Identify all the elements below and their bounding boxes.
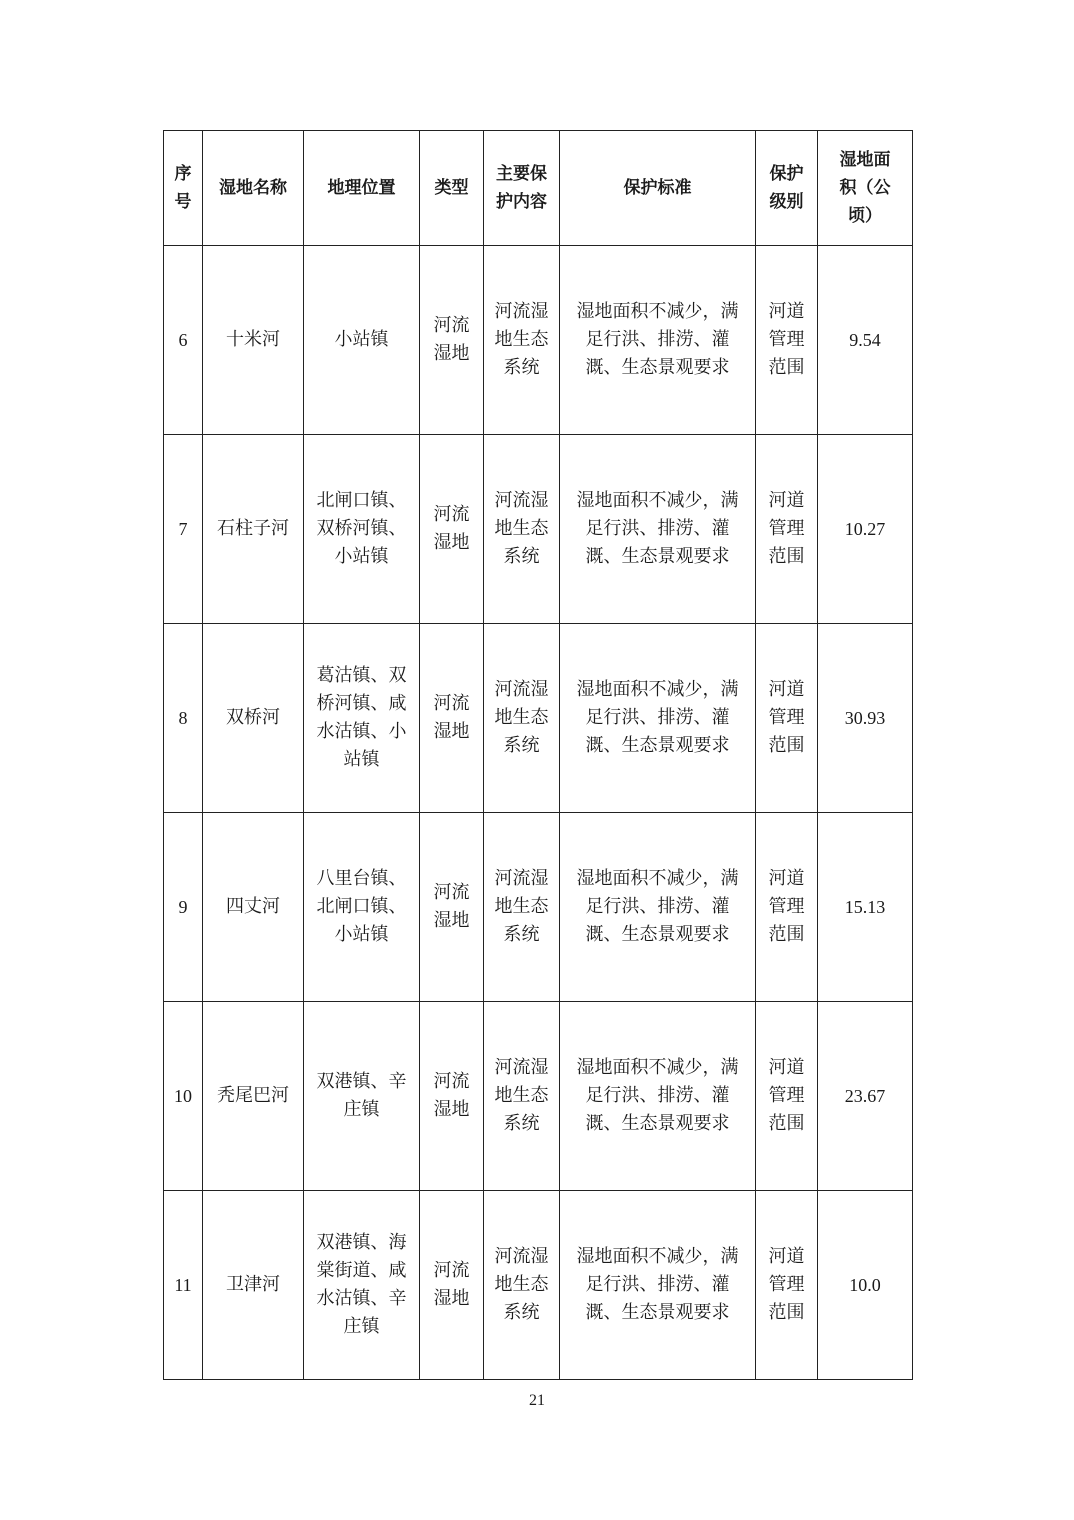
location-cell: 葛沽镇、双桥河镇、咸水沽镇、小站镇	[304, 624, 420, 813]
location-cell: 八里台镇、北闸口镇、小站镇	[304, 813, 420, 1002]
header-cell: 类型	[420, 131, 484, 246]
protection-content-cell: 河流湿地生态系统	[484, 435, 560, 624]
row-number-cell: 9	[164, 813, 203, 1002]
protection-content-cell: 河流湿地生态系统	[484, 1002, 560, 1191]
wetland-name-cell: 四丈河	[203, 813, 304, 1002]
page-number: 21	[529, 1392, 545, 1409]
wetland-name-cell: 卫津河	[203, 1191, 304, 1380]
location-cell: 双港镇、海棠街道、咸水沽镇、辛庄镇	[304, 1191, 420, 1380]
wetland-area-cell: 10.0	[818, 1191, 913, 1380]
protection-content-cell: 河流湿地生态系统	[484, 813, 560, 1002]
protection-standard-cell: 湿地面积不减少，满足行洪、排涝、灌溉、生态景观要求	[560, 1191, 756, 1380]
location-cell: 北闸口镇、双桥河镇、小站镇	[304, 435, 420, 624]
wetland-type-cell: 河流湿地	[420, 813, 484, 1002]
wetland-type-cell: 河流湿地	[420, 1191, 484, 1380]
wetland-name-cell: 双桥河	[203, 624, 304, 813]
wetland-name-cell: 石柱子河	[203, 435, 304, 624]
location-cell: 小站镇	[304, 246, 420, 435]
header-cell: 地理位置	[304, 131, 420, 246]
row-number-cell: 8	[164, 624, 203, 813]
header-cell: 保护标准	[560, 131, 756, 246]
location-cell: 双港镇、辛庄镇	[304, 1002, 420, 1191]
wetland-type-cell: 河流湿地	[420, 246, 484, 435]
table-row	[164, 1191, 913, 1380]
protection-level-cell: 河道管理范围	[756, 624, 818, 813]
protection-level-cell: 河道管理范围	[756, 246, 818, 435]
header-cell: 序号	[164, 131, 203, 246]
table-header-row	[164, 131, 913, 246]
protection-level-cell: 河道管理范围	[756, 1002, 818, 1191]
protection-level-cell: 河道管理范围	[756, 1191, 818, 1380]
protection-level-cell: 河道管理范围	[756, 435, 818, 624]
protection-level-cell: 河道管理范围	[756, 813, 818, 1002]
wetland-type-cell: 河流湿地	[420, 435, 484, 624]
wetland-area-cell: 23.67	[818, 1002, 913, 1191]
wetland-type-cell: 河流湿地	[420, 1002, 484, 1191]
protection-standard-cell: 湿地面积不减少，满足行洪、排涝、灌溉、生态景观要求	[560, 246, 756, 435]
header-cell: 湿地名称	[203, 131, 304, 246]
wetland-area-cell: 9.54	[818, 246, 913, 435]
header-cell: 湿地面积（公顷）	[818, 131, 913, 246]
protection-content-cell: 河流湿地生态系统	[484, 624, 560, 813]
protection-standard-cell: 湿地面积不减少，满足行洪、排涝、灌溉、生态景观要求	[560, 813, 756, 1002]
row-number-cell: 7	[164, 435, 203, 624]
protection-content-cell: 河流湿地生态系统	[484, 1191, 560, 1380]
row-number-cell: 6	[164, 246, 203, 435]
header-cell: 保护级别	[756, 131, 818, 246]
table-row	[164, 813, 913, 1002]
wetland-table	[163, 130, 913, 1380]
wetland-area-cell: 15.13	[818, 813, 913, 1002]
wetland-area-cell: 10.27	[818, 435, 913, 624]
wetland-name-cell: 十米河	[203, 246, 304, 435]
wetland-name-cell: 秃尾巴河	[203, 1002, 304, 1191]
table-row	[164, 435, 913, 624]
wetland-area-cell: 30.93	[818, 624, 913, 813]
table-row	[164, 246, 913, 435]
table-row	[164, 1002, 913, 1191]
protection-standard-cell: 湿地面积不减少，满足行洪、排涝、灌溉、生态景观要求	[560, 624, 756, 813]
row-number-cell: 10	[164, 1002, 203, 1191]
wetland-type-cell: 河流湿地	[420, 624, 484, 813]
row-number-cell: 11	[164, 1191, 203, 1380]
header-cell: 主要保护内容	[484, 131, 560, 246]
protection-content-cell: 河流湿地生态系统	[484, 246, 560, 435]
protection-standard-cell: 湿地面积不减少，满足行洪、排涝、灌溉、生态景观要求	[560, 435, 756, 624]
protection-standard-cell: 湿地面积不减少，满足行洪、排涝、灌溉、生态景观要求	[560, 1002, 756, 1191]
table-row	[164, 624, 913, 813]
